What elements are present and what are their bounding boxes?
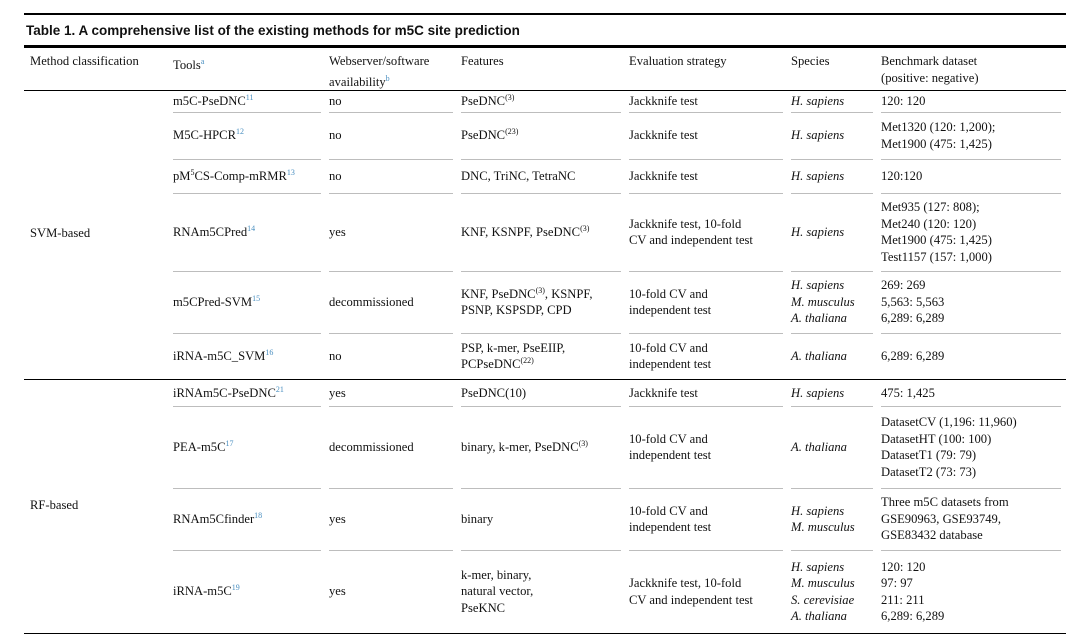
- tool-reference: 17: [225, 438, 234, 448]
- species-name: H. sapiens: [791, 94, 845, 109]
- header-species: Species: [791, 54, 830, 68]
- benchmark-cell: [881, 550, 1066, 633]
- benchmark-line: DatasetT2 (73: 73): [881, 464, 977, 479]
- availability-cell: [329, 112, 458, 159]
- evaluation-line: Jackknife test: [629, 128, 698, 143]
- availability-cell: [329, 550, 458, 633]
- features-cell: [461, 271, 626, 333]
- tool-name-superscript: 5: [190, 167, 195, 177]
- tool-cell: [173, 159, 326, 193]
- availability-value: no: [329, 348, 342, 363]
- tool-cell: [173, 91, 326, 112]
- benchmark-line: 97: 97: [881, 576, 913, 590]
- group-label-rf: RF-based: [30, 498, 79, 512]
- evaluation-line: Jackknife test, 10-fold: [629, 576, 742, 590]
- features-line: [461, 286, 626, 303]
- evaluation-line: CV and independent test: [629, 592, 753, 607]
- features-text: PSNP, KSPSDP, CPD: [461, 303, 572, 317]
- evaluation-line: independent test: [629, 357, 712, 371]
- species-name: H. sapiens: [791, 278, 845, 293]
- tool-cell: [173, 112, 326, 159]
- evaluation-cell: [629, 380, 788, 406]
- evaluation-cell: [629, 112, 788, 159]
- availability-cell: [329, 91, 458, 112]
- availability-value: decommissioned: [329, 439, 414, 454]
- header-benchmark-line2: (positive: negative): [881, 71, 979, 85]
- features-superscript: (22): [520, 355, 534, 365]
- features-superscript: (3): [535, 285, 545, 295]
- tool-reference: 19: [231, 583, 240, 593]
- benchmark-cell: [881, 333, 1066, 379]
- benchmark-line: 120: 120: [881, 94, 926, 109]
- species-name: H. sapiens: [791, 559, 845, 574]
- tool-cell: [173, 550, 326, 633]
- species-cell: [791, 380, 878, 406]
- benchmark-line: DatasetHT (100: 100): [881, 431, 992, 446]
- evaluation-line: independent test: [629, 520, 712, 534]
- benchmark-line: DatasetCV (1,196: 11,960): [881, 415, 1017, 429]
- tool-cell: [173, 406, 326, 488]
- evaluation-line: Jackknife test, 10-fold: [629, 216, 742, 231]
- features-text: KNF, PseDNC: [461, 286, 536, 301]
- benchmark-line: 5,563: 5,563: [881, 294, 945, 309]
- tool-name-text: M5C-HPCR: [173, 128, 236, 143]
- features-superscript: (3): [505, 93, 515, 103]
- features-superscript: (3): [578, 438, 588, 448]
- header-benchmark: [881, 53, 979, 87]
- species-name: A. thaliana: [791, 439, 847, 454]
- species-cell: [791, 333, 878, 379]
- species-name: H. sapiens: [791, 168, 845, 183]
- species-name: H. sapiens: [791, 503, 845, 518]
- tool-name: [173, 224, 326, 241]
- benchmark-line: Met935 (127: 808);: [881, 200, 980, 214]
- features-text: binary: [461, 511, 494, 526]
- species-cell: [791, 112, 878, 159]
- tool-reference: 14: [247, 223, 256, 233]
- evaluation-line: 10-fold CV and: [629, 503, 708, 518]
- tool-name: [173, 294, 326, 311]
- tool-name-text: iRNAm5C-PseDNC: [173, 385, 276, 400]
- benchmark-line: Met1900 (475: 1,425): [881, 136, 992, 151]
- features-superscript: (23): [505, 127, 519, 137]
- tool-name: [173, 93, 326, 110]
- tool-cell: [173, 193, 326, 271]
- tool-name: [173, 168, 326, 185]
- availability-cell: [329, 159, 458, 193]
- availability-cell: [329, 333, 458, 379]
- features-text: natural vector,: [461, 584, 534, 599]
- species-name: S. cerevisiae: [791, 592, 855, 607]
- benchmark-line: 211: 211: [881, 592, 925, 607]
- species-name: A. thaliana: [791, 311, 847, 326]
- availability-value: no: [329, 94, 342, 109]
- evaluation-line: 10-fold CV and: [629, 286, 708, 301]
- tool-cell: [173, 271, 326, 333]
- table-title: Table 1. A comprehensive list of the existing methods for m5C site prediction: [26, 23, 520, 38]
- evaluation-line: Jackknife test: [629, 385, 698, 400]
- availability-cell: [329, 271, 458, 333]
- features-line: [461, 127, 626, 144]
- benchmark-cell: [881, 406, 1066, 488]
- header-tools-footnote: a: [200, 57, 205, 66]
- features-cell: [461, 380, 626, 406]
- benchmark-line: 120: 120: [881, 559, 926, 574]
- species-name: H. sapiens: [791, 128, 845, 143]
- species-name: M. musculus: [791, 294, 855, 309]
- table-page: [24, 0, 1066, 639]
- benchmark-line: GSE83432 database: [881, 528, 983, 543]
- species-name: A. thaliana: [791, 609, 847, 623]
- availability-value: yes: [329, 224, 346, 239]
- features-line: [461, 356, 626, 373]
- features-cell: [461, 333, 626, 379]
- evaluation-line: Jackknife test: [629, 168, 698, 183]
- species-cell: [791, 406, 878, 488]
- tool-reference: 12: [236, 127, 244, 137]
- features-cell: [461, 159, 626, 193]
- tool-reference: 16: [265, 347, 274, 357]
- species-cell: [791, 550, 878, 633]
- species-name: H. sapiens: [791, 385, 845, 400]
- tool-reference: 18: [254, 510, 263, 520]
- species-name: A. thaliana: [791, 348, 847, 363]
- features-cell: [461, 550, 626, 633]
- features-cell: [461, 406, 626, 488]
- benchmark-cell: [881, 112, 1066, 159]
- tool-name: [173, 127, 326, 144]
- evaluation-cell: [629, 91, 788, 112]
- benchmark-line: 475: 1,425: [881, 385, 935, 400]
- benchmark-line: Met1320 (120: 1,200);: [881, 120, 996, 134]
- benchmark-line: Met1900 (475: 1,425): [881, 233, 992, 247]
- evaluation-cell: [629, 550, 788, 633]
- tool-name-text: m5C-PseDNC: [173, 94, 246, 109]
- header-benchmark-line1: Benchmark dataset: [881, 54, 978, 68]
- availability-value: yes: [329, 584, 346, 599]
- evaluation-cell: [629, 488, 788, 550]
- tool-cell: [173, 380, 326, 406]
- tool-name: [173, 439, 326, 456]
- features-cell: [461, 488, 626, 550]
- tool-cell: [173, 488, 326, 550]
- features-text: binary, k-mer, PseDNC: [461, 439, 579, 454]
- benchmark-line: 120:120: [881, 168, 923, 183]
- benchmark-line: 269: 269: [881, 278, 926, 293]
- availability-cell: [329, 488, 458, 550]
- tool-reference: 15: [252, 293, 261, 303]
- table-title-bar: [24, 13, 1066, 48]
- group-label-svm: SVM-based: [30, 226, 91, 240]
- features-line: [461, 302, 626, 319]
- evaluation-line: independent test: [629, 303, 712, 317]
- species-cell: [791, 159, 878, 193]
- benchmark-line: 6,289: 6,289: [881, 348, 945, 363]
- benchmark-line: Met240 (120: 120): [881, 216, 977, 231]
- tool-name-text: iRNA-m5C: [173, 584, 232, 599]
- features-line: [461, 224, 626, 241]
- species-cell: [791, 271, 878, 333]
- header-evaluation: Evaluation strategy: [629, 54, 727, 68]
- header-features: Features: [461, 54, 504, 68]
- evaluation-cell: [629, 333, 788, 379]
- table-bottom-rule: [24, 633, 1066, 634]
- benchmark-line: Test1157 (157: 1,000): [881, 249, 992, 264]
- benchmark-cell: [881, 488, 1066, 550]
- tool-reference: 13: [286, 167, 295, 177]
- features-cell: [461, 112, 626, 159]
- benchmark-line: DatasetT1 (79: 79): [881, 448, 977, 462]
- species-name: M. musculus: [791, 576, 855, 590]
- header-webserver-line2: [329, 70, 429, 91]
- benchmark-line: 6,289: 6,289: [881, 609, 945, 623]
- benchmark-cell: [881, 271, 1066, 333]
- availability-cell: [329, 380, 458, 406]
- evaluation-line: Jackknife test: [629, 94, 698, 109]
- evaluation-cell: [629, 271, 788, 333]
- benchmark-cell: [881, 91, 1066, 112]
- availability-value: yes: [329, 511, 346, 526]
- features-line: [461, 511, 626, 528]
- features-line: [461, 340, 626, 357]
- features-text: PseDNC: [461, 94, 506, 109]
- species-cell: [791, 91, 878, 112]
- species-cell: [791, 488, 878, 550]
- availability-value: yes: [329, 385, 346, 400]
- availability-value: no: [329, 168, 342, 183]
- tool-reference: 21: [275, 384, 284, 394]
- evaluation-cell: [629, 159, 788, 193]
- features-text: PseKNC: [461, 600, 506, 615]
- tool-name: [173, 385, 326, 402]
- features-text: KNF, KSNPF, PseDNC: [461, 224, 581, 239]
- features-text: , KSNPF,: [544, 286, 593, 301]
- features-line: [461, 168, 626, 185]
- features-text: PCPseDNC: [461, 357, 521, 371]
- header-method-classification: Method classification: [30, 54, 139, 68]
- evaluation-line: 10-fold CV and: [629, 340, 708, 355]
- header-tools-label: Tools: [173, 58, 201, 73]
- availability-cell: [329, 406, 458, 488]
- header-tools: [173, 53, 204, 74]
- header-webserver-label: availability: [329, 75, 386, 90]
- tool-name-text: pM: [173, 168, 191, 183]
- evaluation-line: independent test: [629, 448, 712, 462]
- benchmark-cell: [881, 159, 1066, 193]
- tool-name: [173, 348, 326, 365]
- features-line: [461, 93, 626, 110]
- tool-name: [173, 511, 326, 528]
- features-text: k-mer, binary,: [461, 567, 532, 582]
- features-text: DNC, TriNC, TetraNC: [461, 168, 576, 183]
- tool-name-text: RNAm5Cfinder: [173, 511, 255, 526]
- features-line: [461, 567, 626, 584]
- species-cell: [791, 193, 878, 271]
- tool-name-suffix: CS-Comp-mRMR: [194, 168, 287, 183]
- features-line: [461, 600, 626, 617]
- header-webserver-footnote: b: [385, 74, 390, 83]
- tool-name-text: RNAm5CPred: [173, 224, 248, 239]
- features-cell: [461, 91, 626, 112]
- features-text: PseDNC: [461, 128, 506, 143]
- evaluation-cell: [629, 193, 788, 271]
- tool-name-text: iRNA-m5C_SVM: [173, 348, 266, 363]
- tool-reference: 11: [245, 93, 254, 103]
- benchmark-line: GSE90963, GSE93749,: [881, 511, 1001, 526]
- species-name: H. sapiens: [791, 224, 845, 239]
- availability-value: decommissioned: [329, 294, 414, 309]
- features-text: PSP, k-mer, PseEIIP,: [461, 340, 566, 355]
- benchmark-cell: [881, 193, 1066, 271]
- species-name: M. musculus: [791, 520, 855, 534]
- features-superscript: (3): [580, 223, 590, 233]
- features-line: [461, 583, 626, 600]
- tool-cell: [173, 333, 326, 379]
- features-cell: [461, 193, 626, 271]
- tool-name: [173, 583, 326, 600]
- availability-cell: [329, 193, 458, 271]
- evaluation-cell: [629, 406, 788, 488]
- benchmark-cell: [881, 380, 1066, 406]
- header-webserver: [329, 53, 429, 91]
- header-webserver-line1: Webserver/software: [329, 54, 430, 68]
- benchmark-line: Three m5C datasets from: [881, 495, 1009, 510]
- benchmark-line: 6,289: 6,289: [881, 311, 945, 326]
- features-line: [461, 385, 626, 402]
- availability-value: no: [329, 128, 342, 143]
- features-line: [461, 439, 626, 456]
- evaluation-line: CV and independent test: [629, 233, 753, 247]
- features-text: PseDNC(10): [461, 385, 527, 400]
- tool-name-text: m5CPred-SVM: [173, 294, 253, 309]
- evaluation-line: 10-fold CV and: [629, 431, 708, 446]
- tool-name-text: PEA-m5C: [173, 439, 226, 454]
